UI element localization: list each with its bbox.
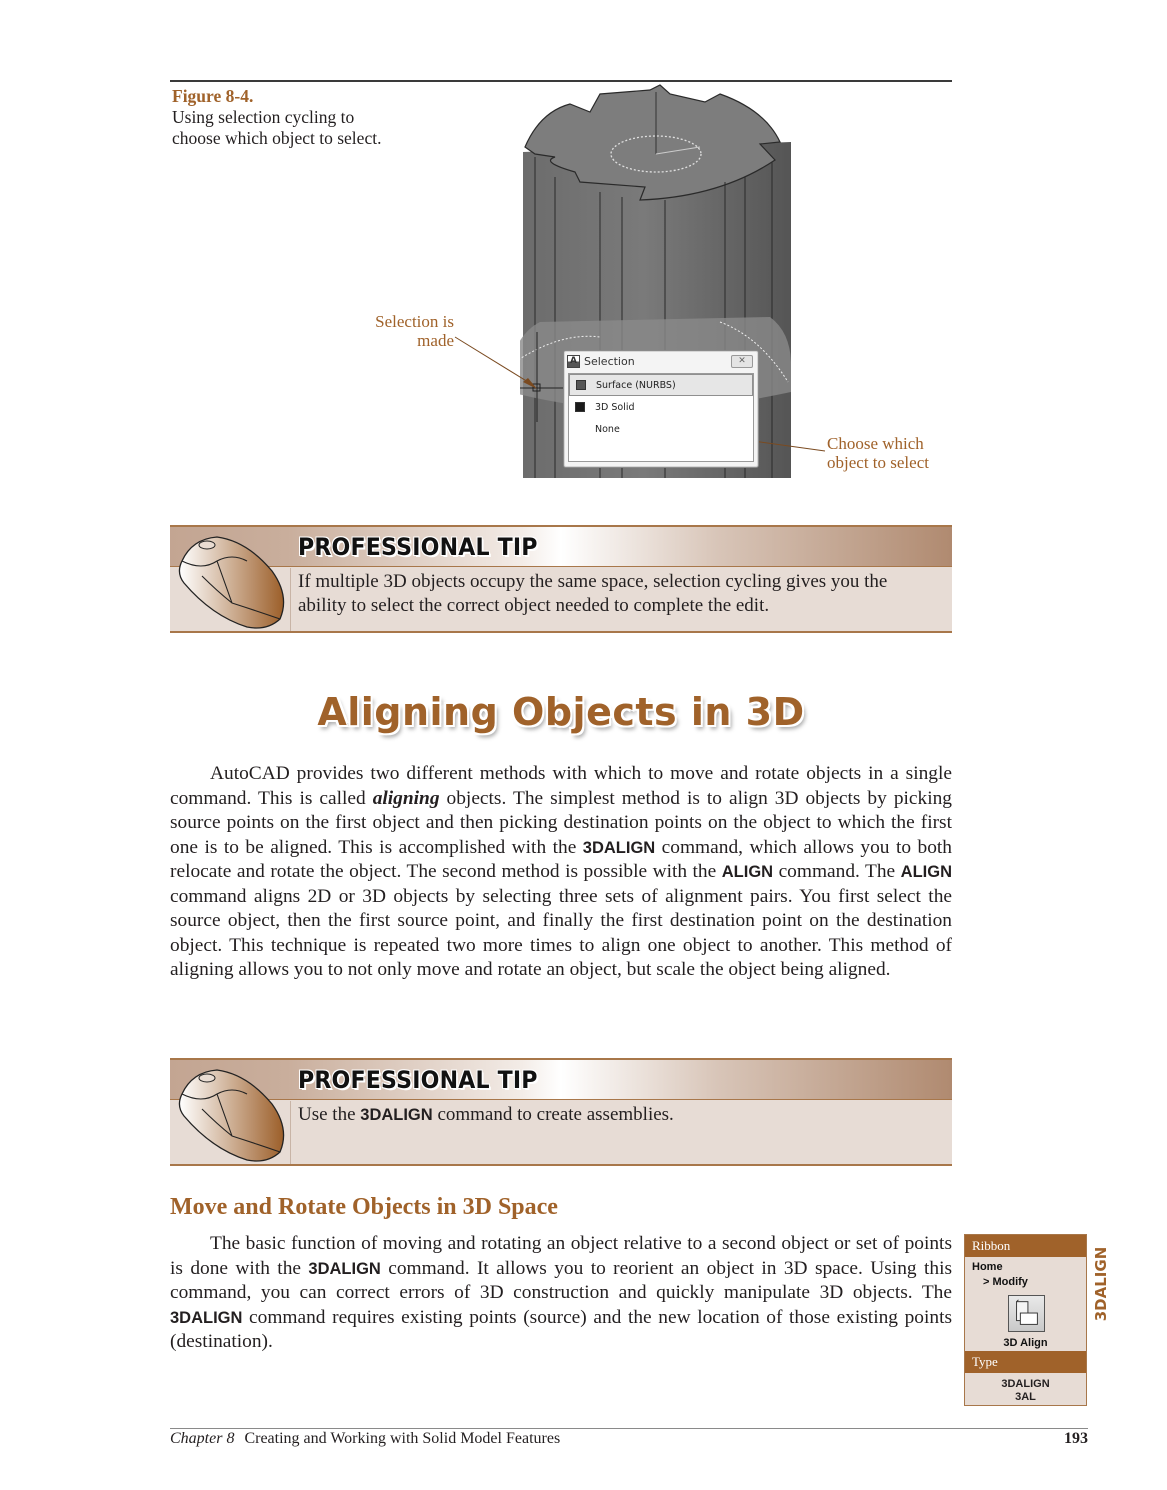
selection-item-label: 3D Solid	[595, 401, 635, 413]
text-run: command. The	[773, 861, 901, 882]
page-number: 193	[1064, 1430, 1088, 1447]
section-paragraph	[170, 762, 952, 983]
selection-item-label: Surface (NURBS)	[596, 379, 676, 391]
text-run: command requires existing points (source) and the new location of those existing points (destination).	[170, 1306, 952, 1352]
subsection-heading: Move and Rotate Objects in 3D Space	[170, 1194, 558, 1220]
text-run: objects. The simplest method is to align 3D objects by picking source points on the first object and then picking destination points on the object to which the first one is to be aligned. This is accomplished with the	[170, 787, 952, 858]
chapter-number: Chapter 8	[170, 1430, 235, 1447]
tip-text	[298, 1103, 932, 1127]
callout-choose-object: Choose which object to select	[827, 434, 929, 472]
ribbon-tab-home: Home	[972, 1261, 1003, 1273]
3d-align-label: 3D Align	[1003, 1337, 1048, 1349]
command-name: 3DALIGN	[308, 1259, 381, 1278]
color-swatch-icon	[575, 402, 585, 412]
emphasis-term: aligning	[372, 787, 440, 809]
typed-commands	[965, 1373, 1086, 1404]
text-run: command, which allows you to both relocate and rotate the object. The second method is possible with the	[170, 836, 952, 882]
text-run: command aligns 2D or 3D objects by selecting three sets of alignment pairs. You first select the source object, then the first source point, and finally the first destination point on the destination object. This technique is repeated two more times to align one object to another. This method of aligning allows you to not only move and rotate an object, but scale the object being aligned.	[170, 885, 952, 980]
selection-dialog	[563, 350, 759, 468]
footer-chapter	[170, 1430, 560, 1448]
color-swatch-icon	[576, 380, 586, 390]
text-run: command. It allows you to reorient an object in 3D space. Using this command, you can correct errors of 3D construction and quickly manipulate 3D objects. The	[170, 1257, 952, 1303]
type-header: Type	[965, 1351, 1086, 1373]
close-button[interactable]: ✕	[731, 355, 753, 368]
selection-list	[568, 373, 754, 462]
figure-caption-text: Using selection cycling to choose which object to select.	[172, 107, 382, 148]
text-run: command to create assemblies.	[432, 1104, 674, 1125]
text-run: The basic function of moving and rotating an object relative to a second object or set of points is done with the	[170, 1233, 952, 1279]
tip-divider	[290, 1101, 291, 1164]
tip-title: PROFESSIONAL TIP	[298, 533, 538, 561]
side-tab-label: 3DALIGN	[1092, 1246, 1110, 1322]
color-swatch-icon	[575, 424, 585, 434]
side-command-tab	[1090, 1234, 1112, 1334]
command-3dalign: 3DALIGN	[1001, 1378, 1050, 1390]
command-access-box	[964, 1234, 1087, 1406]
ribbon-path	[965, 1257, 1086, 1351]
command-name: 3DALIGN	[170, 1308, 243, 1327]
ribbon-panel-modify: > Modify	[983, 1276, 1028, 1288]
subsection-paragraph	[170, 1232, 952, 1355]
chapter-title: Creating and Working with Solid Model Features	[244, 1430, 561, 1447]
selection-item-surface[interactable]	[569, 374, 753, 396]
autocad-app-icon: A	[567, 355, 580, 368]
figure-number: Figure 8-4.	[172, 86, 254, 106]
dialog-title: Selection	[584, 354, 635, 368]
tip-title: PROFESSIONAL TIP	[298, 1066, 538, 1094]
selection-item-label: None	[595, 423, 620, 435]
text-run: Use the	[298, 1104, 361, 1125]
selection-item-none[interactable]	[569, 418, 753, 440]
command-name: 3DALIGN	[360, 1106, 433, 1124]
footer-rule	[170, 1428, 1088, 1429]
selection-item-3d-solid[interactable]	[569, 396, 753, 418]
ribbon-header: Ribbon	[965, 1235, 1086, 1257]
tip-text: If multiple 3D objects occupy the same space, selection cycling gives you the ability to select the correct object needed to complete the edit.	[298, 571, 888, 616]
command-name: ALIGN	[721, 863, 774, 881]
section-heading: Aligning Objects in 3D	[317, 690, 805, 734]
command-name: 3DALIGN	[582, 838, 656, 857]
professional-tip-box	[170, 1058, 952, 1166]
command-alias-3al: 3AL	[1015, 1391, 1036, 1403]
3d-align-icon[interactable]	[1008, 1295, 1045, 1332]
callout-selection-made: Selection is made	[375, 312, 454, 350]
computer-mouse-icon	[172, 531, 290, 635]
professional-tip-box	[170, 525, 952, 633]
command-name: ALIGN	[900, 863, 952, 881]
dialog-titlebar	[564, 351, 758, 371]
figure-caption	[172, 86, 392, 149]
computer-mouse-icon	[172, 1064, 290, 1168]
tip-divider	[290, 568, 291, 631]
text-run: AutoCAD provides two different methods with which to move and rotate objects in a single command. This is called	[170, 763, 952, 809]
